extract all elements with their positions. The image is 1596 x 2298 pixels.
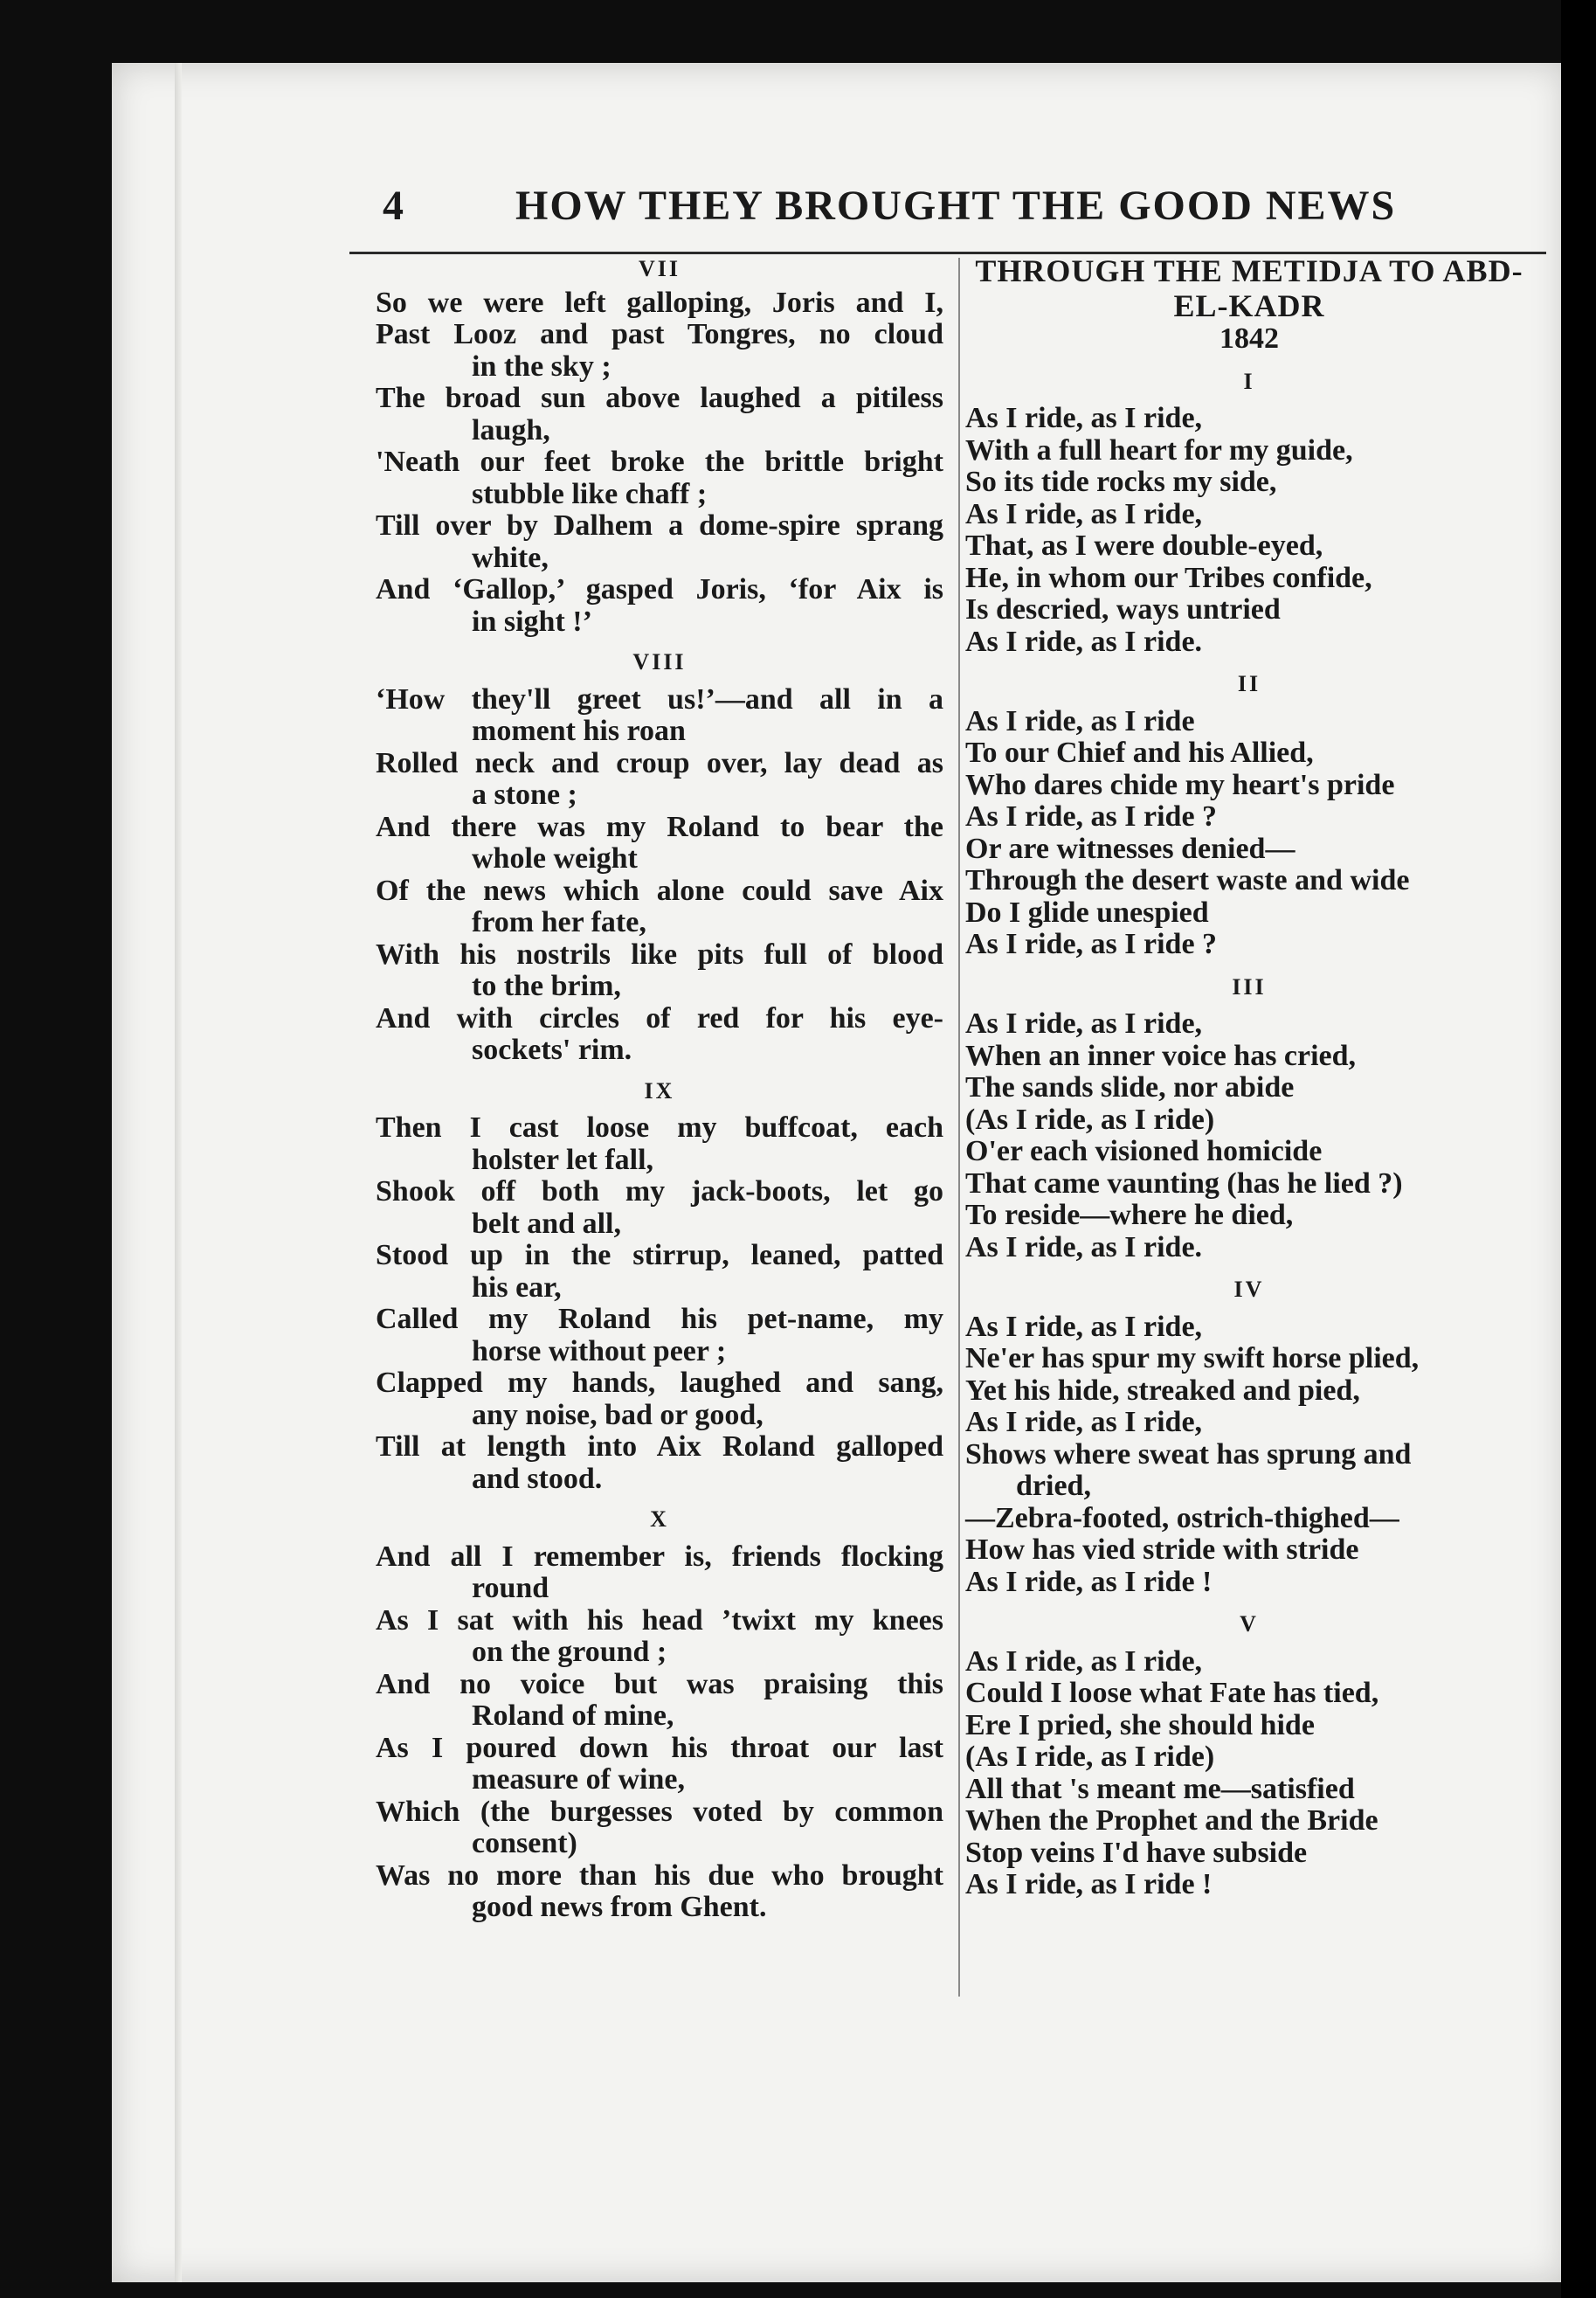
scan-border — [1561, 0, 1596, 2298]
verse-line: any noise, bad or good, — [472, 1398, 763, 1431]
verse-line: holster let fall, — [472, 1143, 654, 1176]
verse-line: Which (the burgesses voted by common — [376, 1795, 943, 1828]
verse-line: moment his roan — [472, 715, 686, 747]
verse-line: And no voice but was praising this — [376, 1667, 943, 1700]
verse-line: Ere I pried, she should hide — [965, 1708, 1315, 1741]
verse-line: Ne'er has spur my swift horse plied, — [965, 1342, 1420, 1374]
verse-line: whole weight — [472, 842, 638, 875]
stanza-number: II — [1237, 671, 1261, 696]
verse-line: As I ride, as I ride ! — [965, 1868, 1213, 1900]
verse-line: When the Prophet and the Bride — [965, 1804, 1378, 1837]
left-column — [376, 253, 943, 1924]
right-column — [965, 253, 1533, 1901]
verse-line: To our Chief and his Allied, — [965, 737, 1314, 769]
verse-line: As I poured down his throat our last — [376, 1731, 943, 1764]
verse-line: As I ride, as I ride — [965, 704, 1195, 737]
verse-line: The sands slide, nor abide — [965, 1071, 1295, 1104]
verse-line: dried, — [1016, 1470, 1091, 1502]
verse-line: Roland of mine, — [472, 1699, 674, 1732]
verse-line: So we were left galloping, Joris and I, — [376, 286, 943, 319]
verse-line: (As I ride, as I ride) — [965, 1103, 1215, 1136]
verse-line: He, in whom our Tribes confide, — [965, 561, 1372, 594]
verse-line: With a full heart for my guide, — [965, 433, 1353, 467]
verse-line: stubble like chaff ; — [472, 477, 708, 510]
verse-line: Could I loose what Fate has tied, — [965, 1677, 1379, 1709]
verse-line: in sight !’ — [472, 605, 592, 638]
verse-line: 'Neath our feet broke the brittle bright — [376, 446, 943, 478]
verse-line: from her fate, — [472, 906, 646, 938]
verse-line: white, — [472, 541, 549, 574]
verse-line: Was no more than his due who brought — [376, 1858, 943, 1892]
verse-line: That came vaunting (has he lied ?) — [965, 1166, 1403, 1200]
poem-title-line-1: THROUGH THE METIDJA TO ABD- — [975, 253, 1523, 288]
verse-line: Do I glide unespied — [965, 896, 1209, 929]
verse-line: Is descried, ways untried — [965, 593, 1281, 626]
verse-line: As I ride, as I ride. — [965, 1230, 1203, 1263]
verse-line: As I ride, as I ride, — [965, 1406, 1203, 1438]
poem-title-line-2: EL-KADR — [1173, 288, 1325, 323]
verse-line: And there was my Roland to bear the — [376, 810, 943, 843]
verse-line: Clapped my hands, laughed and sang, — [376, 1367, 943, 1399]
verse-line: Of the news which alone could save Aix — [376, 874, 943, 907]
verse-line: his ear, — [472, 1270, 562, 1304]
verse-line: Till at length into Aix Roland galloped — [376, 1430, 943, 1463]
verse-line: How has vied stride with stride — [965, 1533, 1359, 1566]
verse-line: As I ride, as I ride ? — [965, 928, 1218, 960]
verse-line: As I ride, as I ride, — [965, 1310, 1203, 1343]
verse-line: All that 's meant me—satisfied — [965, 1772, 1355, 1805]
verse-line: Who dares chide my heart's pride — [965, 768, 1395, 801]
verse-line: Till over by Dalhem a dome-spire sprang — [376, 509, 943, 542]
verse-line: to the brim, — [472, 970, 621, 1002]
verse-line: Or are witnesses denied— — [965, 832, 1295, 865]
verse-line: And all I remember is, friends flocking — [376, 1540, 943, 1573]
verse-line: Called my Roland his pet-name, my — [376, 1303, 943, 1335]
verse-line: As I ride, as I ride, — [965, 497, 1203, 530]
page-number: 4 — [383, 183, 405, 229]
right-stanzas — [965, 366, 1533, 1901]
page-header — [269, 175, 1544, 236]
verse-line: As I ride, as I ride. — [965, 625, 1203, 658]
column-divider — [958, 258, 960, 1997]
verse-line: in the sky ; — [472, 350, 611, 383]
stanza-number: I — [1243, 368, 1255, 394]
verse-line: As I ride, as I ride ! — [965, 1565, 1213, 1598]
stanza-number: X — [650, 1506, 669, 1532]
verse-line: That, as I were double-eyed, — [965, 530, 1323, 562]
verse-line: As I ride, as I ride, — [965, 1644, 1203, 1678]
verse-line: good news from Ghent. — [472, 1891, 767, 1923]
verse-line: Stop veins I'd have subside — [965, 1836, 1308, 1869]
verse-line: belt and all, — [472, 1207, 621, 1240]
verse-line: Shook off both my jack-boots, let go — [376, 1175, 943, 1208]
verse-line: and stood. — [472, 1462, 603, 1495]
stanza-number: V — [1240, 1611, 1259, 1637]
verse-line: sockets' rim. — [472, 1034, 632, 1066]
verse-line: Then I cast loose my buffcoat, each — [376, 1111, 943, 1144]
verse-line: a stone ; — [472, 779, 577, 811]
stanza-number: III — [1232, 973, 1267, 1000]
stanza-number: VIII — [632, 649, 687, 675]
verse-line: round — [472, 1572, 549, 1604]
verse-line: As I ride, as I ride, — [965, 402, 1203, 434]
verse-line: Past Looz and past Tongres, no cloud — [376, 318, 943, 350]
verse-line: horse without peer ; — [472, 1334, 727, 1367]
verse-line: And ‘Gallop,’ gasped Joris, ‘for Aix is — [376, 573, 943, 606]
verse-line: —Zebra-footed, ostrich-thighed— — [965, 1501, 1399, 1534]
verse-line: Stood up in the stirrup, leaned, patted — [376, 1239, 943, 1271]
verse-line: The broad sun above laughed a pitiless — [376, 382, 943, 414]
verse-line: With his nostrils like pits full of blood — [376, 938, 943, 971]
stanza-number: IX — [644, 1077, 675, 1104]
verse-line: Yet his hide, streaked and pied, — [965, 1374, 1360, 1407]
verse-line: When an inner voice has cried, — [965, 1039, 1357, 1072]
poem-year: 1842 — [1219, 322, 1279, 355]
verse-line: Rolled neck and croup over, lay dead as — [376, 746, 943, 779]
verse-line: Through the desert waste and wide — [965, 864, 1410, 896]
verse-line: As I ride, as I ride ? — [965, 800, 1218, 833]
verse-line: To reside—where he died, — [965, 1199, 1294, 1231]
verse-line: ‘How they'll greet us!’—and all in a — [376, 682, 943, 716]
verse-line: on the ground ; — [472, 1636, 667, 1668]
verse-line: O'er each visioned homicide — [965, 1135, 1323, 1167]
verse-line: As I sat with his head ’twixt my knees — [376, 1603, 943, 1637]
verse-line: consent) — [472, 1827, 577, 1859]
stanza-number: IV — [1233, 1277, 1265, 1302]
verse-line: And with circles of red for his eye- — [376, 1001, 943, 1035]
verse-line: So its tide rocks my side, — [965, 466, 1277, 498]
verse-line: Shows where sweat has sprung and — [965, 1437, 1412, 1471]
verse-line: (As I ride, as I ride) — [965, 1741, 1215, 1773]
verse-line: laugh, — [472, 413, 550, 446]
page-gutter-edge — [175, 63, 182, 2282]
running-title: HOW THEY BROUGHT THE GOOD NEWS — [515, 183, 1397, 229]
stanza-number: VII — [638, 256, 681, 281]
verse-line: As I ride, as I ride, — [965, 1007, 1203, 1040]
verse-line: measure of wine, — [472, 1763, 685, 1796]
